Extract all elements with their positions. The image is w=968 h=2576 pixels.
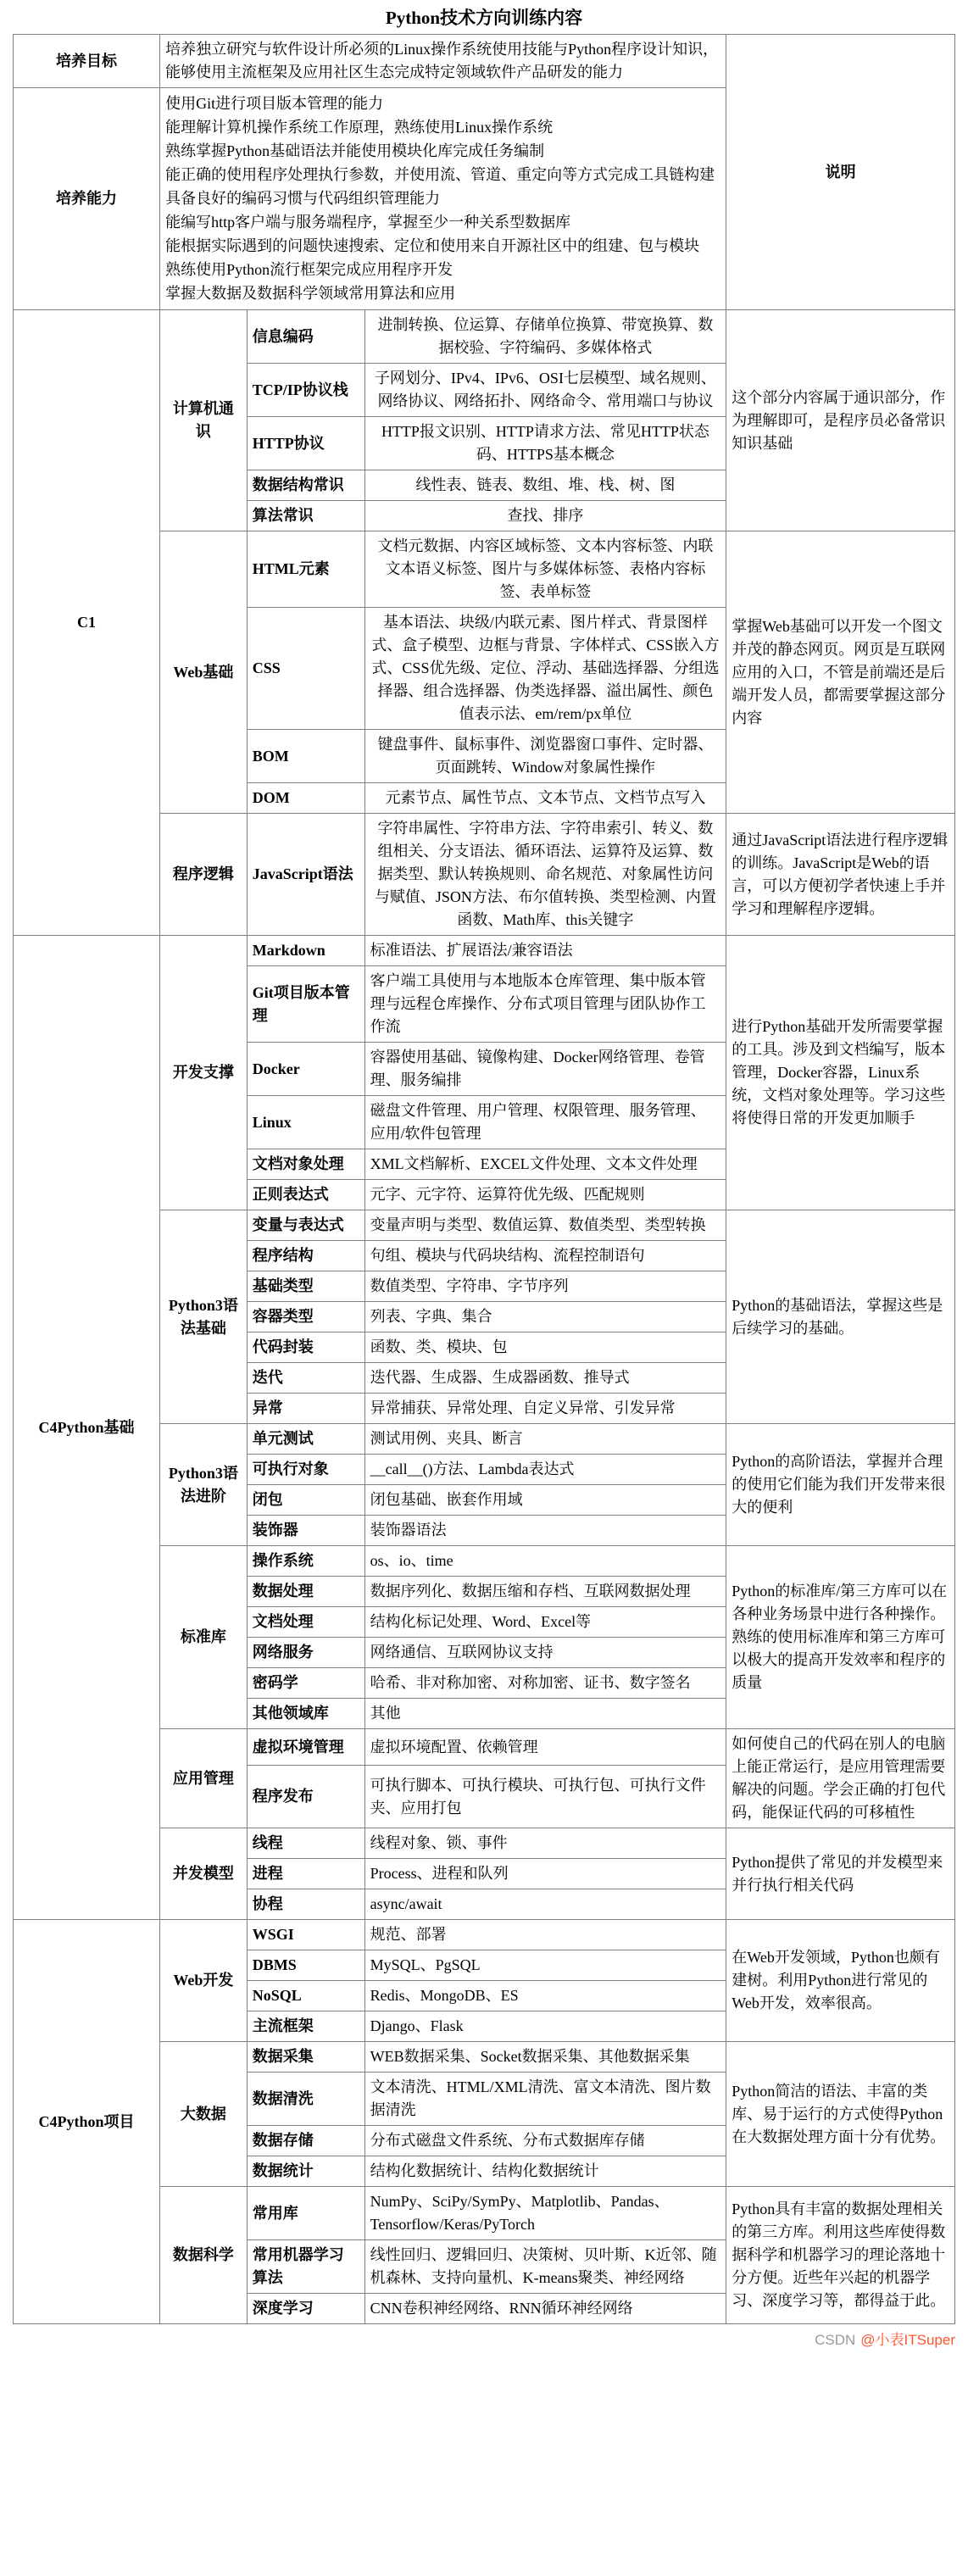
detail-cell: WEB数据采集、Socket数据采集、其他数据采集 — [364, 2042, 726, 2072]
group-label: Web开发 — [160, 1920, 248, 2042]
detail-cell: 标准语法、扩展语法/兼容语法 — [364, 936, 726, 966]
watermark — [13, 2328, 955, 2349]
topic-cell: JavaScript语法 — [247, 814, 364, 936]
detail-cell: 文档元数据、内容区域标签、文本内容标签、内联文本语义标签、图片与多媒体标签、表格内容标签、表单标签 — [364, 531, 726, 608]
topic-cell: DOM — [247, 783, 364, 814]
group-label: 标准库 — [160, 1546, 248, 1729]
topic-cell: 程序结构 — [247, 1241, 364, 1271]
note-column-header: 说明 — [726, 35, 955, 310]
detail-cell: 其他 — [364, 1699, 726, 1729]
detail-cell: 查找、排序 — [364, 501, 726, 531]
section-label: C4Python基础 — [14, 936, 160, 1920]
group-note: 进行Python基础开发所需要掌握的工具。涉及到文档编写，版本管理，Docker容器，Linux系统，文档对象处理等。学习这些将使得日常的开发更加顺手 — [726, 936, 955, 1210]
group-note: Python的高阶语法，掌握并合理的使用它们能为我们开发带来很大的便利 — [726, 1424, 955, 1546]
detail-cell: 网络通信、互联网协议支持 — [364, 1638, 726, 1668]
topic-cell: TCP/IP协议栈 — [247, 364, 364, 417]
detail-cell: 进制转换、位运算、存储单位换算、带宽换算、数据校验、字符编码、多媒体格式 — [364, 310, 726, 364]
intro-row-label: 培养能力 — [14, 88, 160, 310]
detail-cell: 列表、字典、集合 — [364, 1302, 726, 1333]
group-note: Python的标准库/第三方库可以在各种业务场景中进行各种操作。熟练的使用标准库和第三方库可以极大的提高开发效率和程序的质量 — [726, 1546, 955, 1729]
topic-cell: 数据统计 — [247, 2156, 364, 2187]
table-row — [14, 1920, 955, 1950]
group-label: Python3语法基础 — [160, 1210, 248, 1424]
detail-cell: Django、Flask — [364, 2011, 726, 2042]
topic-cell: 数据清洗 — [247, 2072, 364, 2126]
watermark-user: @小表ITSuper — [860, 2332, 955, 2349]
group-note: 通过JavaScript语法进行程序逻辑的训练。JavaScript是Web的语言，可以方便初学者快速上手并学习和理解程序逻辑。 — [726, 814, 955, 936]
topic-cell: 闭包 — [247, 1485, 364, 1516]
detail-cell: 容器使用基础、镜像构建、Docker网络管理、卷管理、服务编排 — [364, 1043, 726, 1096]
topic-cell: 网络服务 — [247, 1638, 364, 1668]
detail-cell: 子网划分、IPv4、IPv6、OSI七层模型、域名规则、网络协议、网络拓扑、网络命令、常用端口与协议 — [364, 364, 726, 417]
group-label: 计算机通识 — [160, 310, 248, 531]
topic-cell: 文档处理 — [247, 1607, 364, 1638]
detail-cell: 元素节点、属性节点、文本节点、文档节点写入 — [364, 783, 726, 814]
group-label: Python3语法进阶 — [160, 1424, 248, 1546]
topic-cell: 装饰器 — [247, 1516, 364, 1546]
topic-cell: 深度学习 — [247, 2294, 364, 2324]
detail-cell: __call__()方法、Lambda表达式 — [364, 1455, 726, 1485]
topic-cell: 代码封装 — [247, 1333, 364, 1363]
topic-cell: NoSQL — [247, 1981, 364, 2011]
topic-cell: DBMS — [247, 1950, 364, 1981]
training-table-body — [14, 35, 955, 2324]
group-label: 应用管理 — [160, 1729, 248, 1828]
detail-cell: async/await — [364, 1889, 726, 1920]
topic-cell: Docker — [247, 1043, 364, 1096]
page-title: Python技术方向训练内容 — [385, 8, 583, 28]
group-label: 大数据 — [160, 2042, 248, 2187]
detail-cell: 文本清洗、HTML/XML清洗、富文本清洗、图片数据清洗 — [364, 2072, 726, 2126]
detail-cell: Redis、MongoDB、ES — [364, 1981, 726, 2011]
group-note: 掌握Web基础可以开发一个图文并茂的静态网页。网页是互联网应用的入口，不管是前端还是后端开发人员，都需要掌握这部分内容 — [726, 531, 955, 814]
group-label: 程序逻辑 — [160, 814, 248, 936]
topic-cell: 进程 — [247, 1859, 364, 1889]
detail-cell: Process、进程和队列 — [364, 1859, 726, 1889]
topic-cell: 虚拟环境管理 — [247, 1729, 364, 1766]
topic-cell: 协程 — [247, 1889, 364, 1920]
topic-cell: 容器类型 — [247, 1302, 364, 1333]
detail-cell: 线性回归、逻辑回归、决策树、贝叶斯、K近邻、随机森林、支持向量机、K-means聚类、神经网络 — [364, 2240, 726, 2294]
topic-cell: 主流框架 — [247, 2011, 364, 2042]
table-row — [14, 35, 955, 88]
training-goal-text: 培养独立研究与软件设计所必须的Linux操作系统使用技能与Python程序设计知识，能够使用主流框架及应用社区生态完成特定领域软件产品研发的能力 — [160, 35, 726, 88]
detail-cell: 函数、类、模块、包 — [364, 1333, 726, 1363]
group-note: 如何使自己的代码在别人的电脑上能正常运行，是应用管理需要解决的问题。学会正确的打包代码，能保证代码的可移植性 — [726, 1729, 955, 1828]
ability-item: 具备良好的编码习惯与代码组织管理能力 — [165, 190, 441, 208]
ability-item: 能根据实际遇到的问题快速搜索、定位和使用来自开源社区中的组建、包与模块 — [165, 237, 700, 255]
topic-cell: Linux — [247, 1096, 364, 1149]
detail-cell: 虚拟环境配置、依赖管理 — [364, 1729, 726, 1766]
detail-cell: 规范、部署 — [364, 1920, 726, 1950]
detail-cell: 结构化数据统计、结构化数据统计 — [364, 2156, 726, 2187]
detail-cell: 磁盘文件管理、用户管理、权限管理、服务管理、应用/软件包管理 — [364, 1096, 726, 1149]
intro-row-label: 培养目标 — [14, 35, 160, 88]
detail-cell: 测试用例、夹具、断言 — [364, 1424, 726, 1455]
topic-cell: 数据存储 — [247, 2126, 364, 2156]
ability-item: 使用Git进行项目版本管理的能力 — [165, 95, 384, 113]
detail-cell: 线程对象、锁、事件 — [364, 1828, 726, 1859]
ability-item: 熟练掌握Python基础语法并能使用模块化库完成任务编制 — [165, 142, 545, 160]
topic-cell: 基础类型 — [247, 1271, 364, 1302]
table-row — [14, 310, 955, 364]
section-label: C4Python项目 — [14, 1920, 160, 2324]
topic-cell: 密码学 — [247, 1668, 364, 1699]
topic-cell: 变量与表达式 — [247, 1210, 364, 1241]
topic-cell: HTML元素 — [247, 531, 364, 608]
section-label: C1 — [14, 310, 160, 936]
detail-cell: 线性表、链表、数组、堆、栈、树、图 — [364, 470, 726, 501]
topic-cell: 可执行对象 — [247, 1455, 364, 1485]
topic-cell: 程序发布 — [247, 1765, 364, 1828]
topic-cell: HTTP协议 — [247, 417, 364, 470]
group-note: 在Web开发领域，Python也颇有建树。利用Python进行常见的Web开发，效率很高。 — [726, 1920, 955, 2042]
topic-cell: 信息编码 — [247, 310, 364, 364]
group-label: Web基础 — [160, 531, 248, 814]
ability-item: 能理解计算机操作系统工作原理，熟练使用Linux操作系统 — [165, 119, 554, 136]
topic-cell: 常用机器学习算法 — [247, 2240, 364, 2294]
detail-cell: 客户端工具使用与本地版本仓库管理、集中版本管理与远程仓库操作、分布式项目管理与团队协作工作流 — [364, 966, 726, 1043]
detail-cell: 基本语法、块级/内联元素、图片样式、背景图样式、盒子模型、边框与背景、字体样式、CSS嵌入方式、CSS优先级、定位、浮动、基础选择器、分组选择器、组合选择器、伪类选择器、溢出属性、颜色值表示法、em/rem/px单位 — [364, 608, 726, 730]
detail-cell: CNN卷积神经网络、RNN循环神经网络 — [364, 2294, 726, 2324]
topic-cell: 线程 — [247, 1828, 364, 1859]
topic-cell: 迭代 — [247, 1363, 364, 1394]
table-row — [14, 936, 955, 966]
detail-cell: os、io、time — [364, 1546, 726, 1577]
detail-cell: 数值类型、字符串、字节序列 — [364, 1271, 726, 1302]
detail-cell: XML文档解析、EXCEL文件处理、文本文件处理 — [364, 1149, 726, 1180]
group-label: 开发支撑 — [160, 936, 248, 1210]
topic-cell: 其他领域库 — [247, 1699, 364, 1729]
detail-cell: HTTP报文识别、HTTP请求方法、常见HTTP状态码、HTTPS基本概念 — [364, 417, 726, 470]
group-note: Python具有丰富的数据处理相关的第三方库。利用这些库使得数据科学和机器学习的理论落地十分方便。近些年兴起的机器学习、深度学习等，都得益于此。 — [726, 2187, 955, 2324]
topic-cell: 正则表达式 — [247, 1180, 364, 1210]
detail-cell: 哈希、非对称加密、对称加密、证书、数字签名 — [364, 1668, 726, 1699]
group-note: 这个部分内容属于通识部分，作为理解即可，是程序员必备常识知识基础 — [726, 310, 955, 531]
ability-item: 能编写http客户端与服务端程序，掌握至少一种关系型数据库 — [165, 214, 571, 231]
detail-cell: 字符串属性、字符串方法、字符串索引、转义、数组相关、分支语法、循环语法、运算符及运算、数据类型、默认转换规则、命名规范、对象属性访问与赋值、JSON方法、布尔值转换、类型检测、内置函数、Math库、this关键字 — [364, 814, 726, 936]
group-label: 并发模型 — [160, 1828, 248, 1920]
detail-cell: 迭代器、生成器、生成器函数、推导式 — [364, 1363, 726, 1394]
topic-cell: Markdown — [247, 936, 364, 966]
topic-cell: WSGI — [247, 1920, 364, 1950]
topic-cell: 算法常识 — [247, 501, 364, 531]
detail-cell: 数据序列化、数据压缩和存档、互联网数据处理 — [364, 1577, 726, 1607]
detail-cell: 句组、模块与代码块结构、流程控制语句 — [364, 1241, 726, 1271]
topic-cell: 操作系统 — [247, 1546, 364, 1577]
detail-cell: NumPy、SciPy/SymPy、Matplotlib、Pandas、Tensorflow/Keras/PyTorch — [364, 2187, 726, 2240]
group-note: Python的基础语法，掌握这些是后续学习的基础。 — [726, 1210, 955, 1424]
detail-cell: 装饰器语法 — [364, 1516, 726, 1546]
detail-cell: 分布式磁盘文件系统、分布式数据库存储 — [364, 2126, 726, 2156]
ability-item: 熟练使用Python流行框架完成应用程序开发 — [165, 261, 453, 279]
detail-cell: 元字、元字符、运算符优先级、匹配规则 — [364, 1180, 726, 1210]
topic-cell: 数据结构常识 — [247, 470, 364, 501]
detail-cell: MySQL、PgSQL — [364, 1950, 726, 1981]
topic-cell: BOM — [247, 730, 364, 783]
ability-item: 掌握大数据及数据科学领域常用算法和应用 — [165, 285, 456, 303]
topic-cell: 单元测试 — [247, 1424, 364, 1455]
detail-cell: 闭包基础、嵌套作用域 — [364, 1485, 726, 1516]
training-table — [13, 34, 955, 2324]
topic-cell: 数据采集 — [247, 2042, 364, 2072]
topic-cell: 异常 — [247, 1394, 364, 1424]
detail-cell: 结构化标记处理、Word、Excel等 — [364, 1607, 726, 1638]
training-abilities-list — [160, 88, 726, 310]
detail-cell: 可执行脚本、可执行模块、可执行包、可执行文件夹、应用打包 — [364, 1765, 726, 1828]
group-label: 数据科学 — [160, 2187, 248, 2324]
watermark-brand: CSDN — [815, 2332, 856, 2349]
group-note: Python简洁的语法、丰富的类库、易于运行的方式使得Python在大数据处理方面十分有优势。 — [726, 2042, 955, 2187]
topic-cell: CSS — [247, 608, 364, 730]
detail-cell: 键盘事件、鼠标事件、浏览器窗口事件、定时器、页面跳转、Window对象属性操作 — [364, 730, 726, 783]
ability-item: 能正确的使用程序处理执行参数，并使用流、管道、重定向等方式完成工具链构建 — [165, 166, 715, 184]
topic-cell: Git项目版本管理 — [247, 966, 364, 1043]
topic-cell: 文档对象处理 — [247, 1149, 364, 1180]
detail-cell: 异常捕获、异常处理、自定义异常、引发异常 — [364, 1394, 726, 1424]
group-note: Python提供了常见的并发模型来并行执行相关代码 — [726, 1828, 955, 1920]
topic-cell: 数据处理 — [247, 1577, 364, 1607]
detail-cell: 变量声明与类型、数值运算、数值类型、类型转换 — [364, 1210, 726, 1241]
topic-cell: 常用库 — [247, 2187, 364, 2240]
